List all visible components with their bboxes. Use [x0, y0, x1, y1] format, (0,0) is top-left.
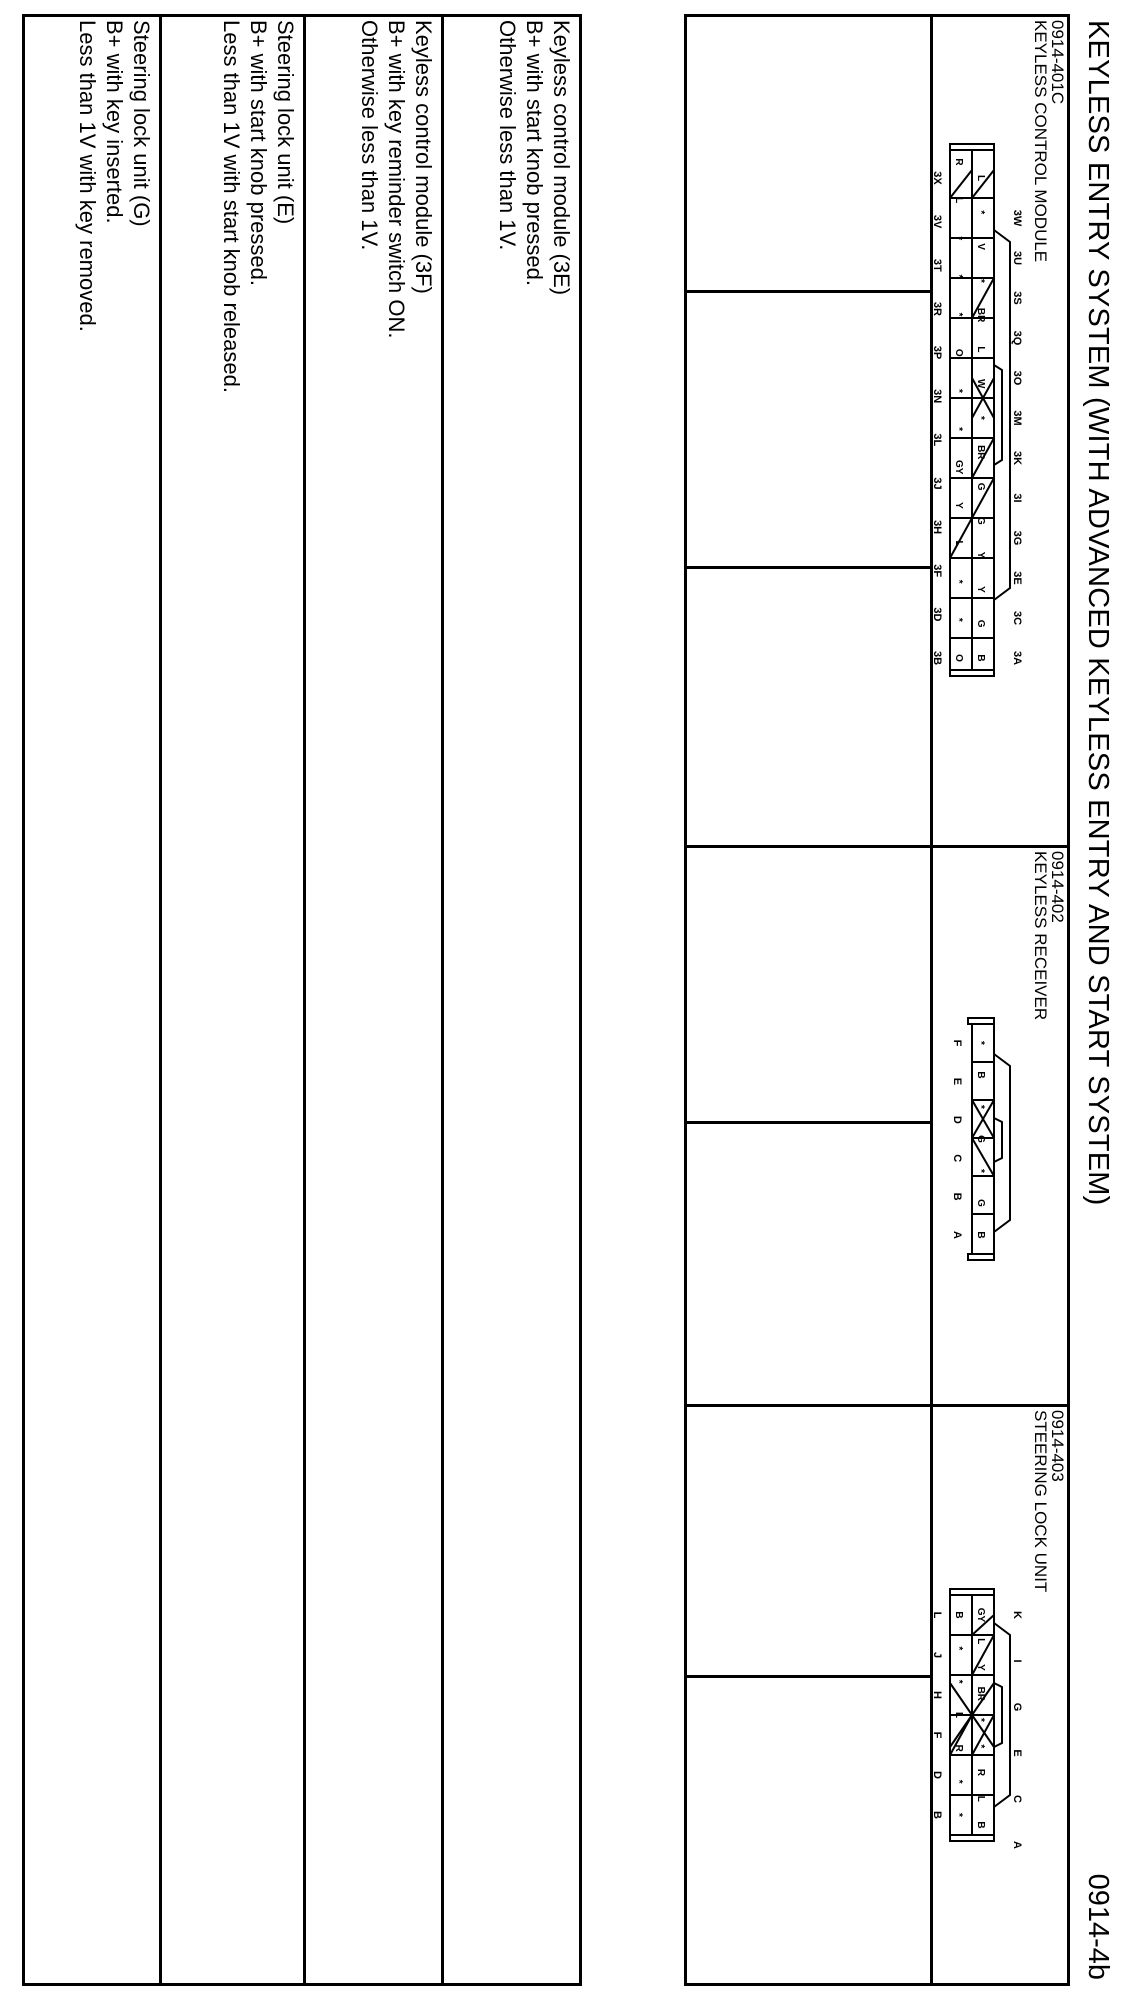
description-line: B+ with start knob pressed. [246, 20, 271, 286]
description-divider-1 [441, 14, 444, 1986]
connector-subcol-2 [684, 566, 933, 569]
pin-number: J [931, 1651, 943, 1659]
wire-color: * [953, 312, 964, 317]
wire-color: * [975, 1105, 986, 1109]
wire-color: * [975, 416, 986, 420]
wire-color: R [975, 1768, 986, 1777]
description-line: Steering lock unit (G) [129, 20, 154, 227]
wire-color: V [975, 243, 986, 250]
pin-number: 3B [931, 650, 943, 666]
pin-number: 3K [1011, 450, 1023, 466]
pin-number: 3W [1011, 209, 1023, 227]
pin-number: F [951, 1039, 963, 1047]
pin-number: 3V [931, 214, 943, 229]
description-divider-3 [159, 14, 162, 1986]
wire-color: B [975, 1231, 986, 1239]
description-line: Less than 1V with key removed. [75, 20, 100, 332]
description-line: Otherwise less than 1V. [495, 20, 520, 251]
description-line: Steering lock unit (E) [273, 20, 298, 225]
pin-number: B [951, 1192, 963, 1201]
pin-number: 3N [931, 389, 943, 404]
wire-color: B [953, 1611, 964, 1619]
pin-number: E [951, 1077, 963, 1086]
pin-number: 3T [931, 258, 943, 272]
pin-number: B [931, 1811, 943, 1819]
wire-color: B [975, 654, 986, 662]
wire-color: B [975, 1071, 986, 1079]
pin-number: 3G [1011, 530, 1023, 546]
pin-number: A [1011, 1841, 1023, 1849]
wire-color: L [953, 197, 964, 204]
wire-color: R [953, 1744, 964, 1752]
wire-color: * [975, 1718, 986, 1722]
wire-color: * [975, 1169, 986, 1173]
wire-color: O [953, 654, 964, 662]
page-title: KEYLESS ENTRY SYSTEM (WITH ADVANCED KEYLESS ENTRY AND START SYSTEM) [1082, 20, 1114, 1206]
wire-color: W [975, 378, 986, 389]
connector-name: KEYLESS RECEIVER [1031, 851, 1050, 1021]
pin-number: F [931, 1731, 943, 1739]
pin-number: 3J [931, 477, 943, 490]
pin-number: 3D [931, 607, 943, 622]
wire-color: Y [953, 502, 964, 509]
pin-number: A [951, 1231, 963, 1239]
wire-color: * [975, 1041, 986, 1045]
wire-color: L [975, 1795, 986, 1802]
wire-color: * [953, 617, 964, 622]
pin-number: 3L [931, 433, 943, 447]
wire-color: GY [953, 459, 964, 475]
wire-color: Y [975, 586, 986, 593]
keyless-control-module-connector [928, 130, 1024, 690]
description-line: B+ with key inserted. [102, 20, 127, 224]
wire-color: * [975, 1744, 986, 1749]
wire-color: G [975, 482, 986, 491]
wire-color: G [975, 1199, 986, 1207]
wire-color: L [953, 1711, 964, 1719]
wire-color: L [975, 346, 986, 353]
pin-number: 3S [1011, 291, 1023, 305]
pin-number: 3R [931, 301, 943, 316]
pin-number: K [1011, 1611, 1023, 1619]
wire-color: G [975, 619, 986, 628]
connector-code: 0914-402 [1048, 851, 1067, 923]
wire-color: * [953, 1813, 964, 1817]
description-block [356, 20, 437, 338]
description-line: Less than 1V with start knob released. [219, 20, 244, 393]
description-block [218, 20, 299, 393]
wire-color: L [975, 174, 986, 182]
pin-number: 3E [1011, 571, 1023, 585]
pin-number: 3I [1011, 493, 1023, 503]
pin-number: 3C [1011, 610, 1023, 626]
wire-color: * [975, 278, 986, 283]
connector-subcol-1 [684, 290, 933, 293]
wire-color: O [953, 348, 964, 357]
wire-color: BR [975, 1686, 986, 1702]
pin-number: 3M [1011, 410, 1023, 426]
wire-color: * [975, 210, 986, 215]
description-line: Otherwise less than 1V. [357, 20, 382, 251]
wire-color: Y [975, 551, 986, 559]
wire-color: L [975, 1638, 986, 1645]
page-number: 0914-4b [1082, 1873, 1114, 1980]
pin-number: 3O [1011, 370, 1023, 386]
wire-color: BR [975, 445, 986, 460]
wire-color: B [975, 1821, 986, 1829]
wire-color: * [953, 388, 964, 393]
pin-number: 3Q [1011, 330, 1023, 346]
connector-col-divider-2 [684, 1404, 1070, 1407]
pin-number: E [1011, 1749, 1023, 1757]
wire-color: GY [975, 1607, 986, 1623]
connector-name: KEYLESS CONTROL MODULE [1031, 20, 1050, 263]
pin-number: L [931, 1611, 943, 1619]
pin-number: D [931, 1771, 943, 1779]
pin-number: I [1011, 1659, 1023, 1663]
connector-subcol-4 [684, 1675, 933, 1678]
wire-color: * [953, 236, 964, 241]
pin-number: H [931, 1691, 943, 1699]
description-block [494, 20, 575, 295]
description-line: B+ with start knob pressed. [522, 20, 547, 286]
wire-color: * [953, 274, 964, 279]
wire-color: G [975, 1135, 986, 1143]
description-line: Keyless control module (3F) [411, 20, 436, 294]
connector-code: 0914-403 [1048, 1410, 1067, 1482]
wire-color: R [953, 158, 964, 166]
wire-color: * [953, 1779, 964, 1784]
wire-color: * [953, 1679, 964, 1684]
description-line: Keyless control module (3E) [549, 20, 574, 296]
connector-col-divider-1 [684, 845, 1070, 848]
keyless-receiver-connector [928, 1010, 1024, 1270]
wire-color: * [953, 427, 964, 432]
pin-number: 3U [1011, 250, 1023, 266]
wire-color: * [953, 579, 964, 584]
connector-subcol-3 [684, 1121, 933, 1124]
pin-number: C [951, 1154, 963, 1163]
pin-number: 3F [931, 564, 943, 578]
pin-number: C [1011, 1795, 1023, 1803]
description-divider-2 [303, 14, 306, 1986]
connector-code: 0914-401C [1048, 20, 1067, 105]
wire-color: BR [975, 307, 986, 323]
wire-color: G [975, 517, 986, 525]
pin-number: 3X [931, 171, 943, 185]
pin-number: 3P [931, 345, 943, 360]
wire-color: Y [975, 1664, 986, 1671]
wire-color: * [953, 1646, 964, 1651]
pin-number: 3A [1011, 650, 1023, 666]
pin-number: G [1011, 1702, 1023, 1712]
description-block [74, 20, 155, 332]
description-line: B+ with key reminder switch ON. [384, 20, 409, 339]
pin-number: 3H [931, 520, 943, 535]
connector-name: STEERING LOCK UNIT [1031, 1410, 1050, 1593]
wire-color: L [953, 540, 964, 547]
pin-number: D [951, 1115, 963, 1124]
steering-lock-unit-connector [928, 1575, 1024, 1875]
